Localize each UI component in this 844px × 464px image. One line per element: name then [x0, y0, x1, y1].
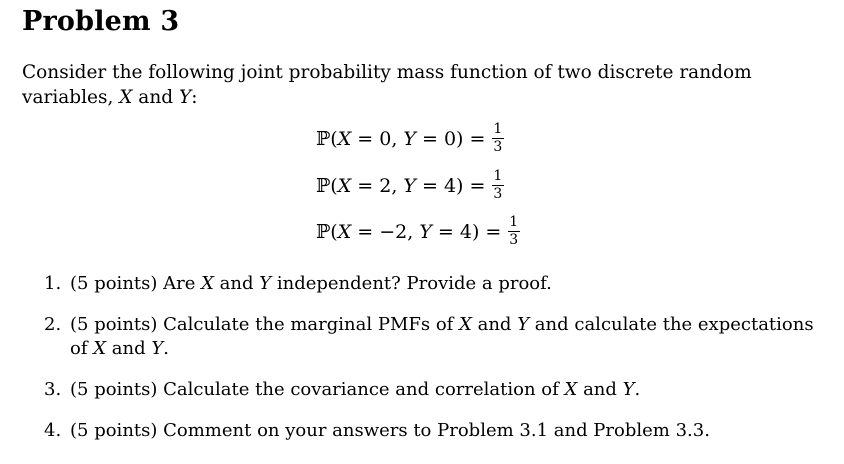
pmf-equation-3	[316, 215, 520, 248]
list-marker: 2.	[44, 314, 62, 335]
list-item	[44, 272, 814, 296]
equation-lhs: ℙ(X = 0, Y = 0)	[316, 127, 464, 150]
equals-sign: =	[469, 174, 486, 197]
question-list	[44, 272, 814, 460]
equation-lhs: ℙ(X = −2, Y = 4)	[316, 220, 480, 243]
fraction	[491, 169, 504, 202]
equals-sign: =	[469, 127, 486, 150]
list-item	[44, 313, 814, 361]
fraction-denominator: 3	[493, 186, 503, 202]
list-item-text: (5 points) Calculate the covariance and correlation of X and Y.	[70, 379, 641, 400]
pmf-equation-2	[316, 169, 504, 202]
list-item	[44, 419, 814, 443]
fraction-denominator: 3	[509, 232, 519, 248]
problem-title: Problem 3	[22, 6, 180, 37]
fraction	[507, 215, 520, 248]
fraction	[491, 122, 504, 155]
list-item-text: (5 points) Comment on your answers to Problem 3.1 and Problem 3.3.	[70, 420, 710, 441]
list-item	[44, 378, 814, 402]
list-item-text: (5 points) Calculate the marginal PMFs of X and Y and calculate the expectations of X and Y.	[70, 314, 814, 359]
fraction-numerator: 1	[493, 168, 503, 184]
list-marker: 1.	[44, 273, 62, 294]
problem-intro: Consider the following joint probability mass function of two discrete random variables, X and Y:	[22, 62, 752, 108]
pmf-equation-1	[316, 122, 504, 155]
fraction-numerator: 1	[493, 121, 503, 137]
equals-sign: =	[485, 220, 502, 243]
fraction-denominator: 3	[493, 139, 503, 155]
fraction-numerator: 1	[509, 214, 519, 230]
list-item-text: (5 points) Are X and Y independent? Provide a proof.	[70, 273, 552, 294]
equation-lhs: ℙ(X = 2, Y = 4)	[316, 174, 464, 197]
list-marker: 3.	[44, 379, 62, 400]
list-marker: 4.	[44, 420, 62, 441]
